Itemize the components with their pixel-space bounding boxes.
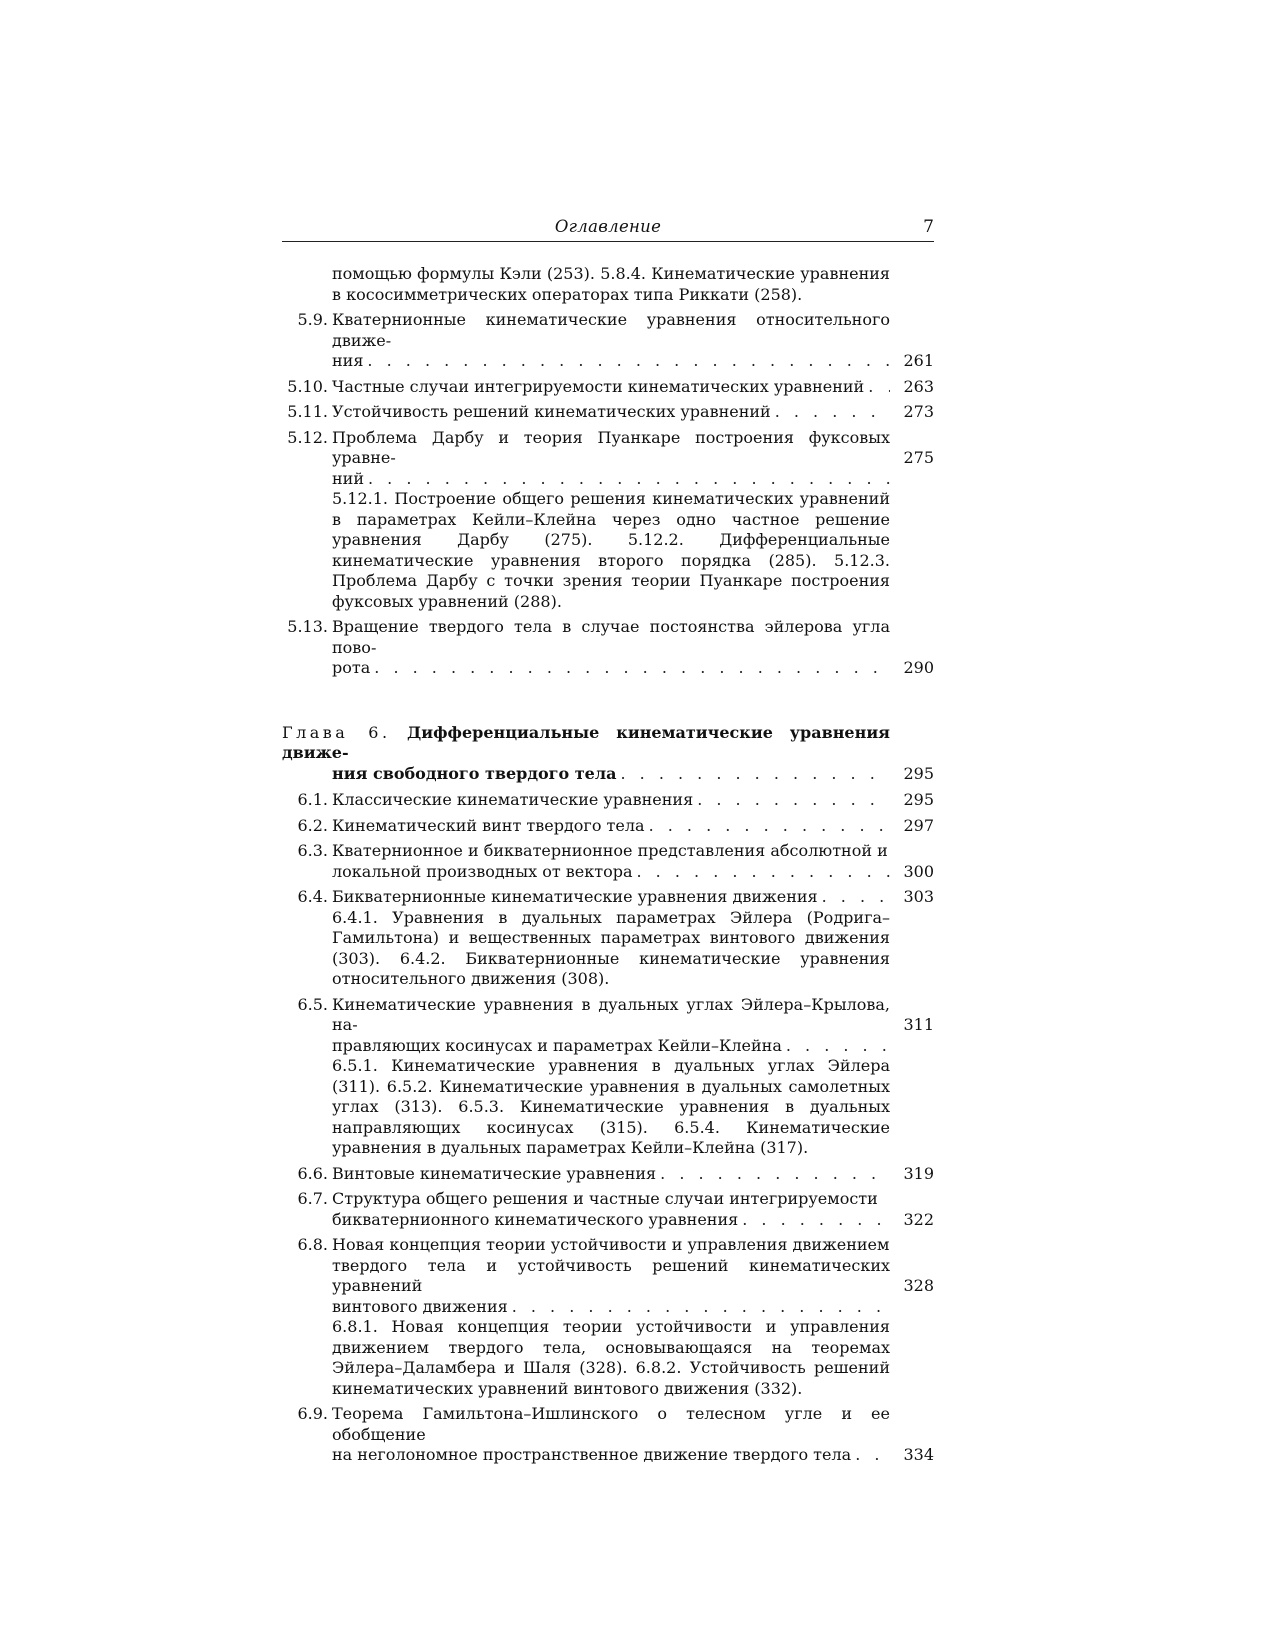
section-number: 6.3. — [297, 841, 328, 860]
section-title-line: Устойчивость решений кинематических уравнений — [332, 402, 771, 421]
page-ref: 300 — [903, 861, 934, 881]
section-number: 6.9. — [297, 1404, 328, 1423]
continued-subsections: помощью формулы Кэли (253). 5.8.4. Кинематические уравнения в кососимметрических операторах типа Риккати (258). — [332, 264, 890, 304]
section-title-line: Частные случаи интегрируемости кинематических уравнений — [332, 376, 865, 396]
leader-dots — [786, 1036, 890, 1057]
subsection-list: 5.12.1. Построение общего решения кинематических уравнений в параметрах Кейли–Клейна через одно частное решение уравнения Дарбу (275). 5.12.2. Дифференциальные кинематические уравнения второго порядка (285). 5.12.3. Проблема Дарбу с точки зрения теории Пуанкаре построения фуксовых уравнений (288). — [332, 489, 890, 611]
toc-entry-5-13[interactable] — [282, 617, 934, 679]
page-ref: 295 — [903, 763, 934, 783]
section-title-line: Новая концепция теории устойчивости и управления движением — [332, 1235, 890, 1254]
page-ref: 303 — [903, 887, 934, 906]
section-title-line: Проблема Дарбу и теория Пуанкаре построения фуксовых уравне- — [332, 427, 890, 467]
leader-dots — [855, 1445, 890, 1466]
leader-dots — [512, 1297, 890, 1318]
chapter-title-line: ния свободного твердого тела — [332, 763, 617, 783]
toc-entry-6-5[interactable] — [282, 995, 934, 1159]
toc-entry-5-9[interactable] — [282, 310, 934, 372]
page-ref: 328 — [903, 1276, 934, 1295]
page-ref: 275 — [903, 448, 934, 467]
chapter-label: Глава 6. — [282, 722, 391, 742]
section-title-line: Кинематические уравнения в дуальных углах Эйлера–Крылова, на- — [332, 994, 890, 1034]
leader-dots — [868, 377, 890, 398]
section-title-line: локальной производных от вектора — [332, 861, 633, 881]
page-ref: 261 — [903, 351, 934, 370]
section-number: 6.8. — [297, 1235, 328, 1254]
leader-dots — [649, 816, 890, 837]
page-number: 7 — [923, 217, 934, 237]
leader-dots — [822, 887, 890, 908]
section-title-line: рота — [332, 658, 371, 677]
section-title-line: на неголономное пространственное движение твердого тела — [332, 1445, 852, 1464]
section-title-line: винтового движения — [332, 1296, 508, 1316]
section-title-line: Винтовые кинематические уравнения — [332, 1163, 657, 1183]
section-number: 6.4. — [297, 887, 328, 906]
section-title-line: ний — [332, 468, 364, 488]
page-ref: 290 — [903, 658, 934, 677]
page-ref: 273 — [903, 402, 934, 421]
toc-entry-6-4[interactable] — [282, 887, 934, 990]
toc-entry-6-9[interactable] — [282, 1404, 934, 1466]
leader-dots — [374, 658, 890, 679]
toc-entry-6-7[interactable] — [282, 1189, 934, 1230]
section-title-line: твердого тела и устойчивость решений кинематических уравнений — [332, 1255, 890, 1295]
section-number: 5.9. — [297, 310, 328, 329]
leader-dots — [367, 351, 890, 372]
section-number: 5.12. — [287, 427, 328, 447]
leader-dots — [775, 402, 890, 423]
running-title: Оглавление — [554, 217, 662, 236]
toc-entry-6-1[interactable] — [282, 790, 934, 811]
page-ref: 334 — [903, 1445, 934, 1464]
leader-dots — [660, 1164, 890, 1185]
toc-entry-6-3[interactable] — [282, 841, 934, 882]
section-title-line: Теорема Гамильтона–Ишлинского о телесном угле и ее обобщение — [332, 1404, 890, 1444]
chapter-6-heading[interactable] — [282, 723, 934, 785]
section-number: 6.7. — [297, 1189, 328, 1208]
page-ref: 322 — [903, 1209, 934, 1229]
running-header — [282, 215, 934, 242]
section-number: 5.10. — [287, 376, 328, 396]
toc-entry-6-2[interactable] — [282, 816, 934, 837]
section-number: 6.6. — [297, 1163, 328, 1183]
section-number: 6.2. — [297, 815, 328, 835]
toc-entry-5-10[interactable] — [282, 377, 934, 398]
page-ref: 319 — [903, 1163, 934, 1183]
page-ref: 297 — [903, 815, 934, 835]
leader-dots — [742, 1210, 890, 1231]
subsection-list: 6.5.1. Кинематические уравнения в дуальных углах Эйлера (311). 6.5.2. Кинематические уравнения в дуальных самолетных углах (313). 6.5.3. Кинематические уравнения в дуальных направляющих косинусах (315). 6.5.4. Кинематические уравнения в дуальных параметрах Кейли–Клейна (317). — [332, 1056, 890, 1157]
subsection-list: 6.4.1. Уравнения в дуальных параметрах Эйлера (Родрига–Гамильтона) и вещественных параметрах винтового движения (303). 6.4.2. Бикватернионные кинематические уравнения относительного движения (308). — [332, 907, 890, 988]
section-title-line: правляющих косинусах и параметрах Кейли–Клейна — [332, 1035, 782, 1055]
toc-entry-5-12[interactable] — [282, 428, 934, 613]
section-number: 6.1. — [297, 790, 328, 809]
section-title-line: Структура общего решения и частные случаи интегрируемости — [332, 1189, 878, 1208]
section-title-line: Кватернионные кинематические уравнения относительного движе- — [332, 310, 890, 350]
section-title-line: Бикватернионные кинематические уравнения движения — [332, 887, 818, 906]
subsection-list: 6.8.1. Новая концепция теории устойчивости и управления движением твердого тела, основывающаяся на теоремах Эйлера–Даламбера и Шаля (328). 6.8.2. Устойчивость решений кинематических уравнений винтового движения (332). — [332, 1317, 890, 1398]
section-number: 6.5. — [297, 994, 328, 1014]
toc-entry-6-8[interactable] — [282, 1235, 934, 1399]
section-title-line: Кватернионное и бикватернионное представления абсолютной и — [332, 841, 888, 860]
section-number: 5.13. — [287, 617, 328, 636]
section-title-line: ния — [332, 351, 364, 370]
section-title-line: бикватернионного кинематического уравнения — [332, 1209, 739, 1229]
table-of-contents — [282, 264, 934, 1471]
chapter-title-line: Дифференциальные кинематические уравнения движе- — [282, 722, 890, 762]
section-number: 5.11. — [287, 402, 328, 421]
page-ref: 295 — [903, 790, 934, 809]
toc-entry-6-6[interactable] — [282, 1164, 934, 1185]
section-title-line: Кинематический винт твердого тела — [332, 815, 645, 835]
leader-dots — [368, 469, 890, 490]
leader-dots — [620, 764, 890, 785]
page-ref: 263 — [903, 376, 934, 396]
toc-entry-5-11[interactable] — [282, 402, 934, 423]
page-ref: 311 — [903, 1015, 934, 1034]
leader-dots — [637, 862, 891, 883]
section-title-line: Классические кинематические уравнения — [332, 790, 694, 809]
leader-dots — [697, 790, 890, 811]
section-title-line: Вращение твердого тела в случае постоянства эйлерова угла пово- — [332, 617, 890, 657]
